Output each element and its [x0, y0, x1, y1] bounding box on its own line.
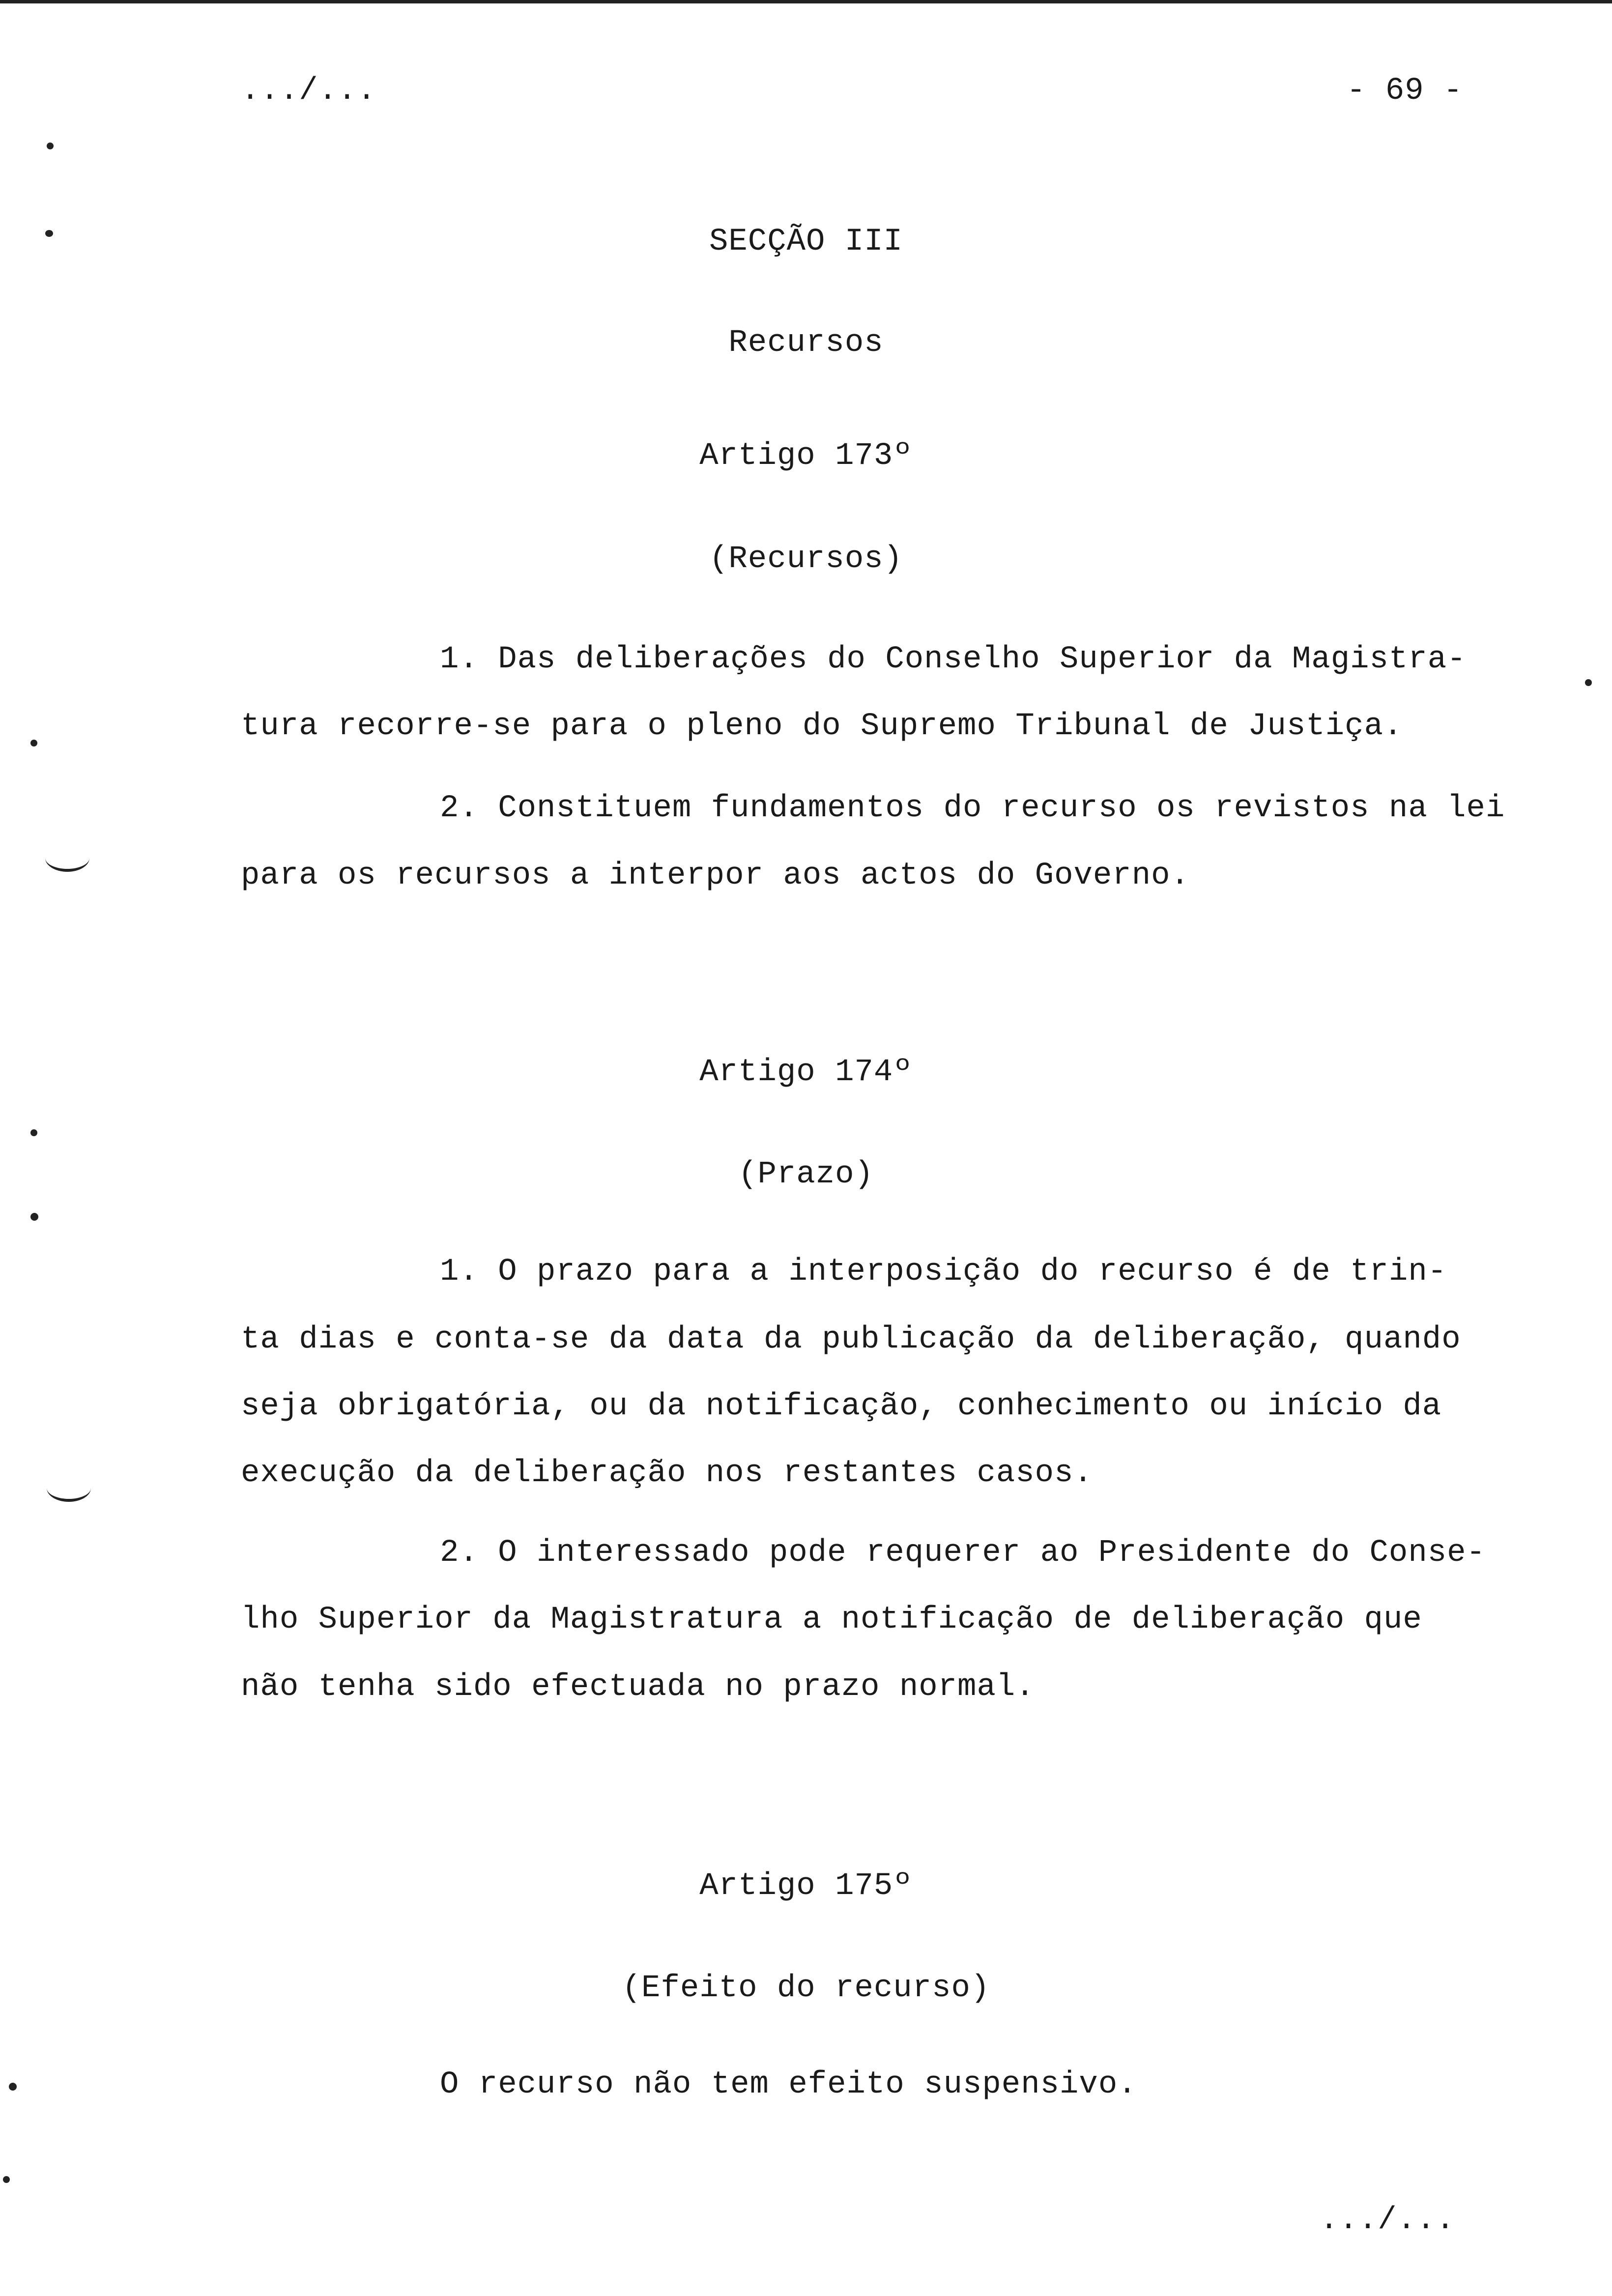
continuation-mark-top: .../... — [241, 73, 376, 109]
article-heading: Artigo 173º — [699, 438, 913, 474]
scan-artifact-mark — [47, 1474, 91, 1502]
article-paragraph-line: 1. Das deliberações do Conselho Superior da Magistra- — [440, 642, 1467, 677]
article-paragraph-line: 2. O interessado pode requerer ao Presidente do Conse- — [440, 1535, 1486, 1571]
scan-speck — [47, 143, 54, 149]
article-heading: Artigo 175º — [699, 1868, 913, 1904]
article-paragraph-line: lho Superior da Magistratura a notificação de deliberação que — [241, 1602, 1422, 1637]
article-paragraph-line: O recurso não tem efeito suspensivo. — [440, 2067, 1137, 2102]
article-paragraph-line: seja obrigatória, ou da notificação, conhecimento ou início da — [241, 1389, 1442, 1424]
article-caption: (Prazo) — [738, 1157, 874, 1192]
scan-speck — [30, 1129, 37, 1136]
article-paragraph-line: 1. O prazo para a interposição do recurso é de trin- — [440, 1254, 1447, 1290]
article-heading: Artigo 174º — [699, 1055, 913, 1090]
scan-speck — [1585, 679, 1592, 686]
scan-speck — [30, 1213, 38, 1221]
scan-speck — [45, 230, 53, 237]
scan-top-border — [0, 0, 1612, 3]
article-paragraph-line: não tenha sido efectuada no prazo normal. — [241, 1669, 1035, 1705]
continuation-mark-bottom: .../... — [1320, 2203, 1455, 2238]
article-caption: (Efeito do recurso) — [622, 1971, 990, 2006]
article-paragraph-line: execução da deliberação nos restantes casos. — [241, 1456, 1093, 1491]
page-number: - 69 - — [1347, 73, 1463, 109]
scan-speck — [9, 2083, 17, 2091]
scan-artifact-mark — [45, 844, 89, 872]
article-paragraph-line: para os recursos a interpor aos actos do Governo. — [241, 858, 1190, 893]
article-paragraph-line: 2. Constituem fundamentos do recurso os revistos na lei — [440, 791, 1505, 826]
scan-speck — [3, 2176, 10, 2183]
article-caption: (Recursos) — [709, 542, 903, 577]
scan-speck — [30, 740, 37, 746]
section-title: SECÇÃO III — [709, 224, 903, 259]
section-subtitle: Recursos — [728, 325, 884, 361]
article-paragraph-line: tura recorre-se para o pleno do Supremo Tribunal de Justiça. — [241, 709, 1403, 744]
article-paragraph-line: ta dias e conta-se da data da publicação da deliberação, quando — [241, 1322, 1461, 1357]
